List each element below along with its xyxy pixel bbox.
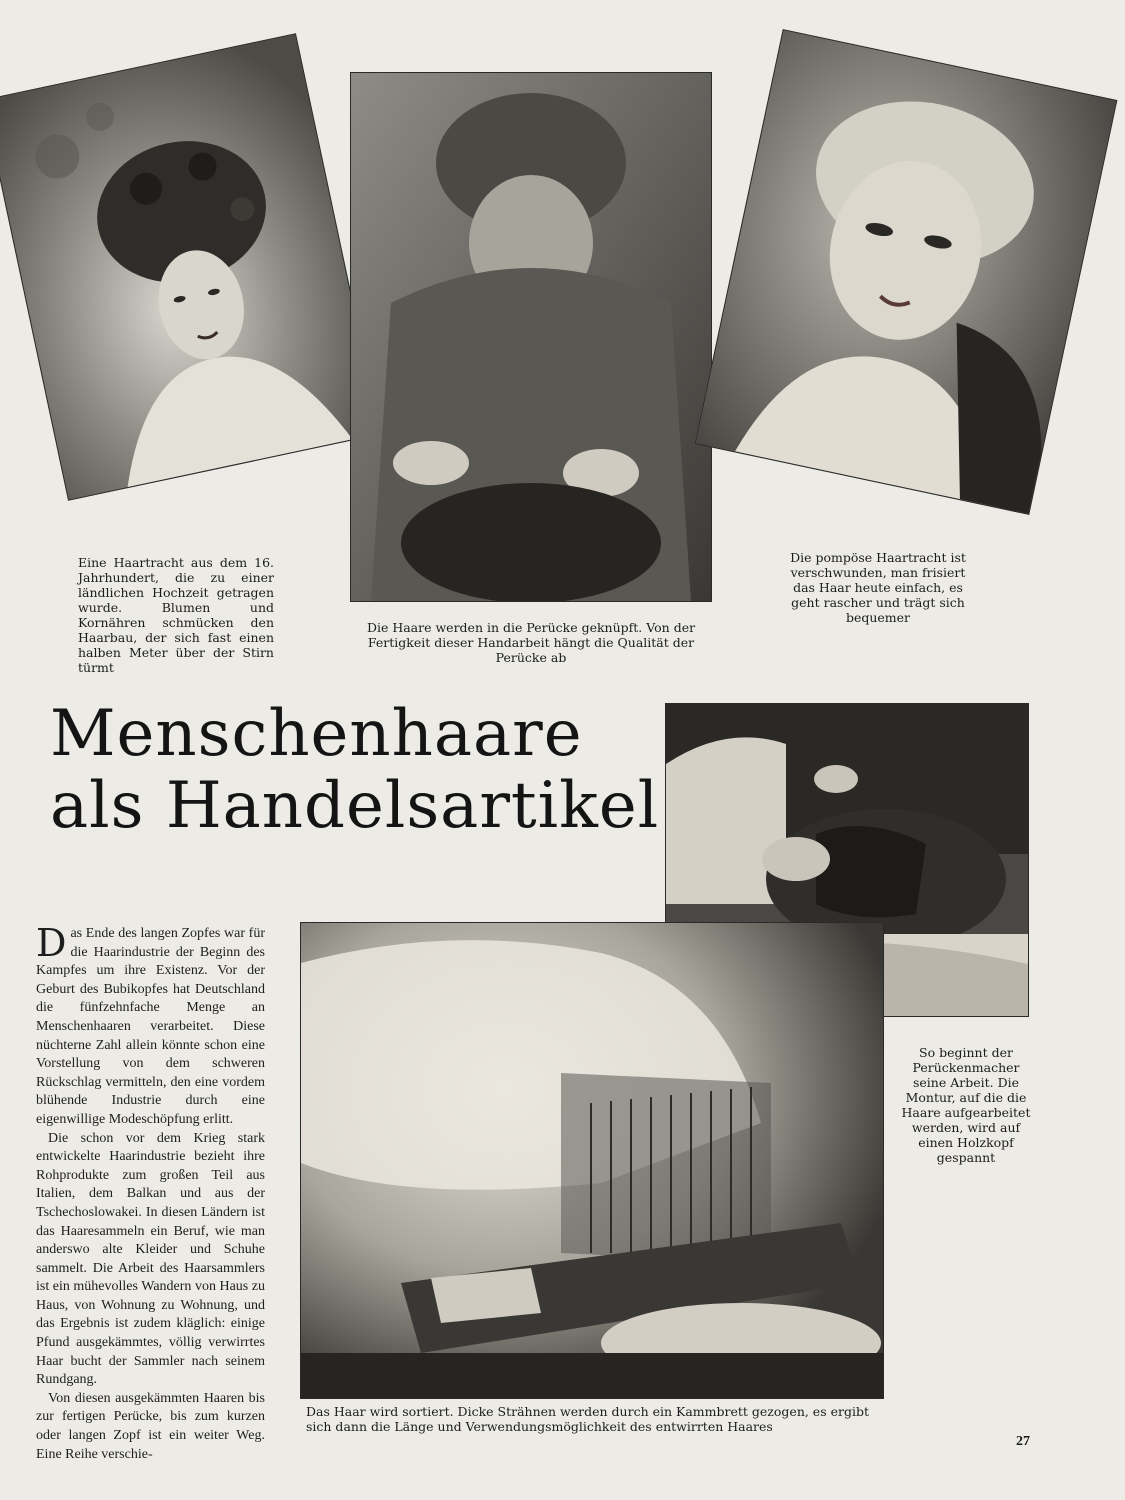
bride-headdress-image [0, 34, 380, 499]
modern-hairstyle-image [696, 30, 1116, 513]
caption-modern-hairstyle: Die pompöse Haartracht ist verschwunden, man frisiert das Haar heute einfach, es geht rascher und trägt sich bequemer [790, 550, 966, 625]
photo-hair-sorting [300, 922, 884, 1399]
photo-modern-hairstyle [695, 29, 1118, 515]
headline-line-1: Menschenhaare [50, 697, 583, 771]
caption-bride-headdress: Eine Haartracht aus dem 16. Jahrhundert, die zu einer ländlichen Hochzeit getragen wurde. Blumen und Kornähren schmücken den Haarbau, der sich fast einen halben Meter über der Stirn türmt [78, 555, 274, 675]
article-paragraph-3: Von diesen ausgekämmten Haaren bis zur fertigen Perücke, bis zum kurzen oder langen Zopf ist ein weiter Weg. Eine Reihe verschie- [36, 1390, 265, 1462]
hair-knotting-image [351, 73, 711, 601]
headline [50, 697, 660, 843]
article-paragraph-1-text: as Ende des langen Zopfes war für die Haarindustrie der Beginn des Kampfes um ihre Existenz. Vor der Geburt des Bubikopfes hat Deutschland die fünfzehnfache Menge an Menschenhaaren verarbeitet. Diese nüchterne Zahl allein könnte schon eine Vorstellung von dem schweren Rückschlag vermitteln, den eine vordem blühende Industrie durch eine eigenwillige Modeschöpfung erlitt. [36, 926, 265, 1127]
headline-line-2: als Handelsartikel [50, 769, 660, 843]
photo-hair-knotting [350, 72, 712, 602]
dropcap: D [36, 921, 67, 965]
article-body [36, 921, 265, 1464]
caption-hair-knotting: Die Haare werden in die Perücke geknüpft. Von der Fertigkeit dieser Handarbeit hängt die Qualität der Perücke ab [366, 620, 696, 665]
hair-sorting-image [301, 923, 883, 1398]
page-number: 27 [1016, 1434, 1030, 1449]
article-paragraph-2: Die schon vor dem Krieg stark entwickelte Haarindustrie bezieht ihre Rohprodukte zum großen Teil aus Italien, dem Balkan und aus der Tschechoslowakei. In diesen Ländern ist das Haaresammeln ein Beruf, wie man anderswo alte Kleider und Schuhe sammelt. Die Arbeit des Haarsammlers ist ein mühevolles Wandern von Haus zu Haus, von Wohnung zu Wohnung, und das Ergebnis ist zudem kläglich: einige Pfund ausgekämmtes, völlig verwirrtes Haar bucht der Sammler nach seinem Rundgang. [36, 1130, 265, 1388]
caption-hair-sorting: Das Haar wird sortiert. Dicke Strähnen werden durch ein Kammbrett gezogen, es ergibt sich dann die Länge und Verwendungsmöglichkeit des entwirrten Haares [306, 1404, 869, 1434]
article-paragraph-1 [36, 921, 265, 1130]
photo-bride-headdress [0, 33, 381, 501]
caption-wigmaker: So beginnt der Perückenmacher seine Arbeit. Die Montur, auf die die Haare aufgearbeitet werden, wird auf einen Holzkopf gespannt [901, 1045, 1031, 1165]
